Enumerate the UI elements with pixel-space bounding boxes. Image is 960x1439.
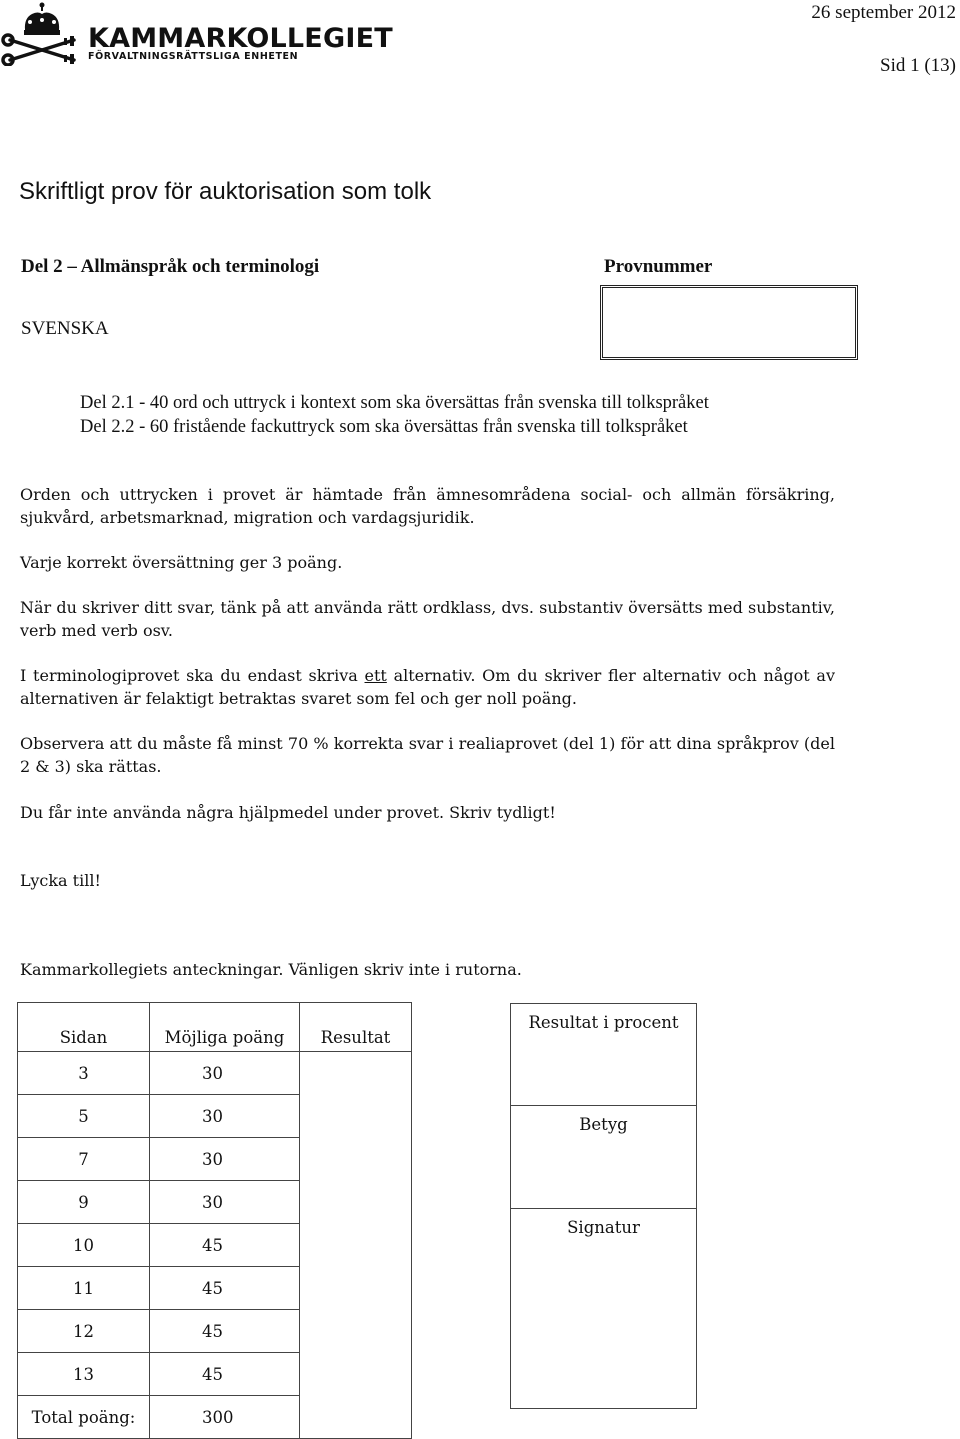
table-row: [18, 1224, 412, 1267]
divider: [511, 1208, 696, 1209]
cell-resultat[interactable]: [300, 1181, 412, 1224]
cell-poang: 45: [150, 1224, 300, 1267]
page-number: Sid 1 (13): [880, 55, 956, 76]
cell-poang: 30: [150, 1095, 300, 1138]
part-item: Del 2.1 - 40 ord och uttryck i kontext som ska översättas från svenska till tolkspråket: [80, 393, 709, 413]
cell-resultat[interactable]: [300, 1095, 412, 1138]
table-row: [18, 1052, 412, 1095]
underlined-word: ett: [364, 666, 387, 685]
total-value: 300: [150, 1396, 300, 1439]
table-row: [18, 1267, 412, 1310]
good-luck-text: Lycka till!: [20, 871, 101, 890]
notes-heading: Kammarkollegiets anteckningar. Vänligen skriv inte i rutorna.: [20, 960, 522, 979]
instruction-word-class: När du skriver ditt svar, tänk på att använda rätt ordklass, dvs. substantiv översätts med substantiv, verb med verb osv.: [20, 598, 835, 640]
cell-poang: 45: [150, 1353, 300, 1396]
cell-poang: 45: [150, 1310, 300, 1353]
provnummer-field[interactable]: [600, 285, 858, 360]
table-row: [18, 1310, 412, 1353]
cell-resultat[interactable]: [300, 1224, 412, 1267]
column-header-resultat: Resultat: [300, 1003, 412, 1052]
instruction-no-aids: Du får inte använda några hjälpmedel under provet. Skriv tydligt!: [20, 803, 556, 822]
percent-label: Resultat i procent: [528, 1013, 679, 1032]
instruction-one-alternative: [20, 664, 835, 710]
score-table: [17, 1002, 412, 1439]
table-row: [18, 1095, 412, 1138]
grade-label: Betyg: [579, 1115, 628, 1134]
instruction-text: I terminologiprovet ska du endast skriva: [20, 666, 365, 685]
table-header-row: [18, 1003, 412, 1052]
table-row: [18, 1353, 412, 1396]
document-date: 26 september 2012: [811, 2, 956, 23]
language-label: SVENSKA: [21, 318, 109, 339]
cell-resultat-total[interactable]: [300, 1396, 412, 1439]
cell-sidan: 13: [18, 1353, 150, 1396]
table-row: [18, 1181, 412, 1224]
cell-resultat[interactable]: [300, 1138, 412, 1181]
cell-sidan: 12: [18, 1310, 150, 1353]
cell-poang: 30: [150, 1052, 300, 1095]
org-unit: FÖRVALTNINGSRÄTTSLIGA ENHETEN: [88, 51, 299, 62]
column-header-mojliga-poang: Möjliga poäng: [150, 1003, 300, 1052]
cell-sidan: 3: [18, 1052, 150, 1095]
cell-sidan: 9: [18, 1181, 150, 1224]
cell-poang: 30: [150, 1181, 300, 1224]
cell-poang: 45: [150, 1267, 300, 1310]
parts-list: [80, 391, 709, 439]
cell-resultat[interactable]: [300, 1267, 412, 1310]
instruction-topics: Orden och uttrycken i provet är hämtade från ämnesområdena social- och allmän försäkring, sjukvård, arbetsmarknad, migration och vardagsjuridik.: [20, 485, 835, 527]
cell-sidan: 10: [18, 1224, 150, 1267]
cell-poang: 30: [150, 1138, 300, 1181]
cell-sidan: 5: [18, 1095, 150, 1138]
grading-box: [510, 1003, 697, 1409]
instruction-text: alternativ. Om du skriver fler alternativ och något av alternativen är felaktigt betraktas svaret som fel och ger noll poäng.: [20, 666, 835, 708]
cell-sidan: 11: [18, 1267, 150, 1310]
total-label: Total poäng:: [18, 1396, 150, 1439]
section-heading: Del 2 – Allmänspråk och terminologi: [21, 256, 320, 277]
org-name: KAMMARKOLLEGIET: [88, 23, 393, 54]
crown-crossed-keys-icon: [0, 0, 84, 66]
table-total-row: [18, 1396, 412, 1439]
cell-resultat[interactable]: [300, 1310, 412, 1353]
part-item: Del 2.2 - 60 fristående fackuttryck som ska översättas från svenska till tolkspråket: [80, 417, 688, 437]
divider: [511, 1105, 696, 1106]
signature-label: Signatur: [567, 1218, 640, 1237]
instruction-threshold: Observera att du måste få minst 70 % korrekta svar i realiaprovet (del 1) för att dina språkprov (del 2 & 3) ska rättas.: [20, 734, 835, 776]
page-title: Skriftligt prov för auktorisation som tolk: [19, 178, 432, 205]
cell-resultat[interactable]: [300, 1052, 412, 1095]
instruction-points: Varje korrekt översättning ger 3 poäng.: [20, 553, 343, 572]
cell-resultat[interactable]: [300, 1353, 412, 1396]
provnummer-label: Provnummer: [604, 256, 713, 277]
table-row: [18, 1138, 412, 1181]
column-header-sidan: Sidan: [18, 1003, 150, 1052]
cell-sidan: 7: [18, 1138, 150, 1181]
